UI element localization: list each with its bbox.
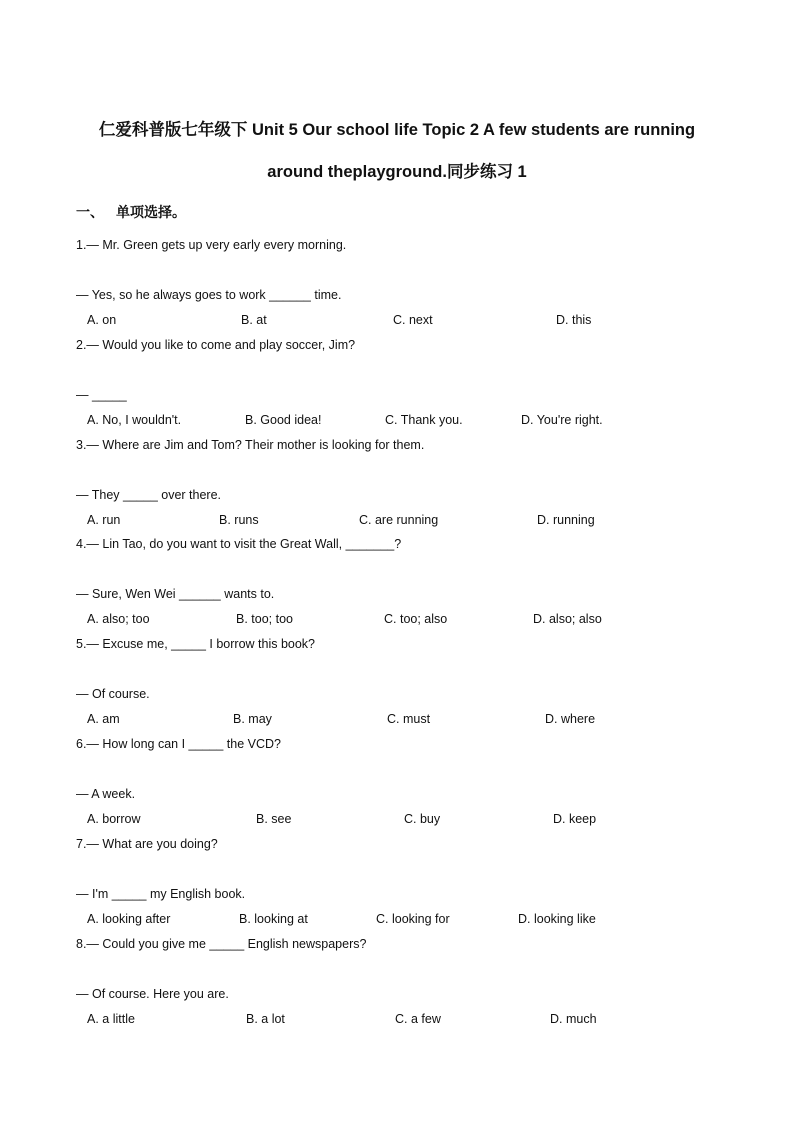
question-2-response: — _____	[76, 388, 127, 402]
question-7-option-b: B. looking at	[239, 912, 308, 926]
question-2-prompt: 2.— Would you like to come and play soccer, Jim?	[76, 338, 356, 352]
question-5-option-d: D. where	[545, 712, 596, 726]
question-8-option-d: D. much	[550, 1012, 597, 1026]
question-8-option-b: B. a lot	[246, 1012, 285, 1026]
question-7-prompt: 7.— What are you doing?	[76, 837, 218, 851]
question-5-option-c: C. must	[387, 712, 431, 726]
question-7-option-d: D. looking like	[518, 912, 596, 926]
question-2-option-a: A. No, I wouldn't.	[87, 413, 182, 427]
question-4-option-a: A. also; too	[87, 612, 150, 626]
question-6-option-a: A. borrow	[87, 812, 141, 826]
question-7-option-a: A. looking after	[87, 912, 171, 926]
document-title-line-1: 仁爱科普版七年级下 Unit 5 Our school life Topic 2 A few students are running	[98, 121, 696, 139]
question-4-option-d: D. also; also	[533, 612, 602, 626]
question-3-option-a: A. run	[87, 513, 121, 527]
question-6-option-d: D. keep	[553, 812, 597, 826]
question-6-response: — A week.	[76, 787, 136, 801]
question-6-option-b: B. see	[256, 812, 292, 826]
document-title-line-2: around theplayground.同步练习 1	[267, 163, 527, 181]
question-1-response: — Yes, so he always goes to work ______ time.	[76, 288, 342, 302]
question-3-option-d: D. running	[537, 513, 595, 527]
section-label: 单项选择。	[116, 204, 186, 220]
question-6-option-c: C. buy	[404, 812, 441, 826]
question-3-option-c: C. are running	[359, 513, 439, 527]
question-3-option-b: B. runs	[219, 513, 259, 527]
question-4-option-c: C. too; also	[384, 612, 448, 626]
question-8-response: — Of course. Here you are.	[76, 987, 229, 1001]
question-3-prompt: 3.— Where are Jim and Tom? Their mother is looking for them.	[76, 438, 425, 452]
question-4-response: — Sure, Wen Wei ______ wants to.	[76, 587, 275, 601]
question-1-option-a: A. on	[87, 313, 117, 327]
question-1-prompt: 1.— Mr. Green gets up very early every morning.	[76, 238, 347, 252]
question-2-option-b: B. Good idea!	[245, 413, 322, 427]
question-5-option-a: A. am	[87, 712, 120, 726]
question-1-option-b: B. at	[241, 313, 267, 327]
question-4-option-b: B. too; too	[236, 612, 293, 626]
question-3-response: — They _____ over there.	[76, 488, 221, 502]
question-8-option-c: C. a few	[395, 1012, 441, 1026]
question-1-option-c: C. next	[393, 313, 433, 327]
question-5-prompt: 5.— Excuse me, _____ I borrow this book?	[76, 637, 316, 651]
section-heading	[76, 202, 186, 222]
question-5-response: — Of course.	[76, 687, 150, 701]
question-7-response: — I'm _____ my English book.	[76, 887, 246, 901]
question-2-option-c: C. Thank you.	[385, 413, 463, 427]
question-6-prompt: 6.— How long can I _____ the VCD?	[76, 737, 281, 751]
question-5-option-b: B. may	[233, 712, 272, 726]
question-2-option-d: D. You're right.	[521, 413, 603, 427]
question-8-prompt: 8.— Could you give me _____ English newspapers?	[76, 937, 367, 951]
section-number: 一、	[76, 204, 104, 220]
question-7-option-c: C. looking for	[376, 912, 450, 926]
question-1-option-d: D. this	[556, 313, 592, 327]
question-8-option-a: A. a little	[87, 1012, 135, 1026]
question-4-prompt: 4.— Lin Tao, do you want to visit the Great Wall, _______?	[76, 537, 402, 551]
